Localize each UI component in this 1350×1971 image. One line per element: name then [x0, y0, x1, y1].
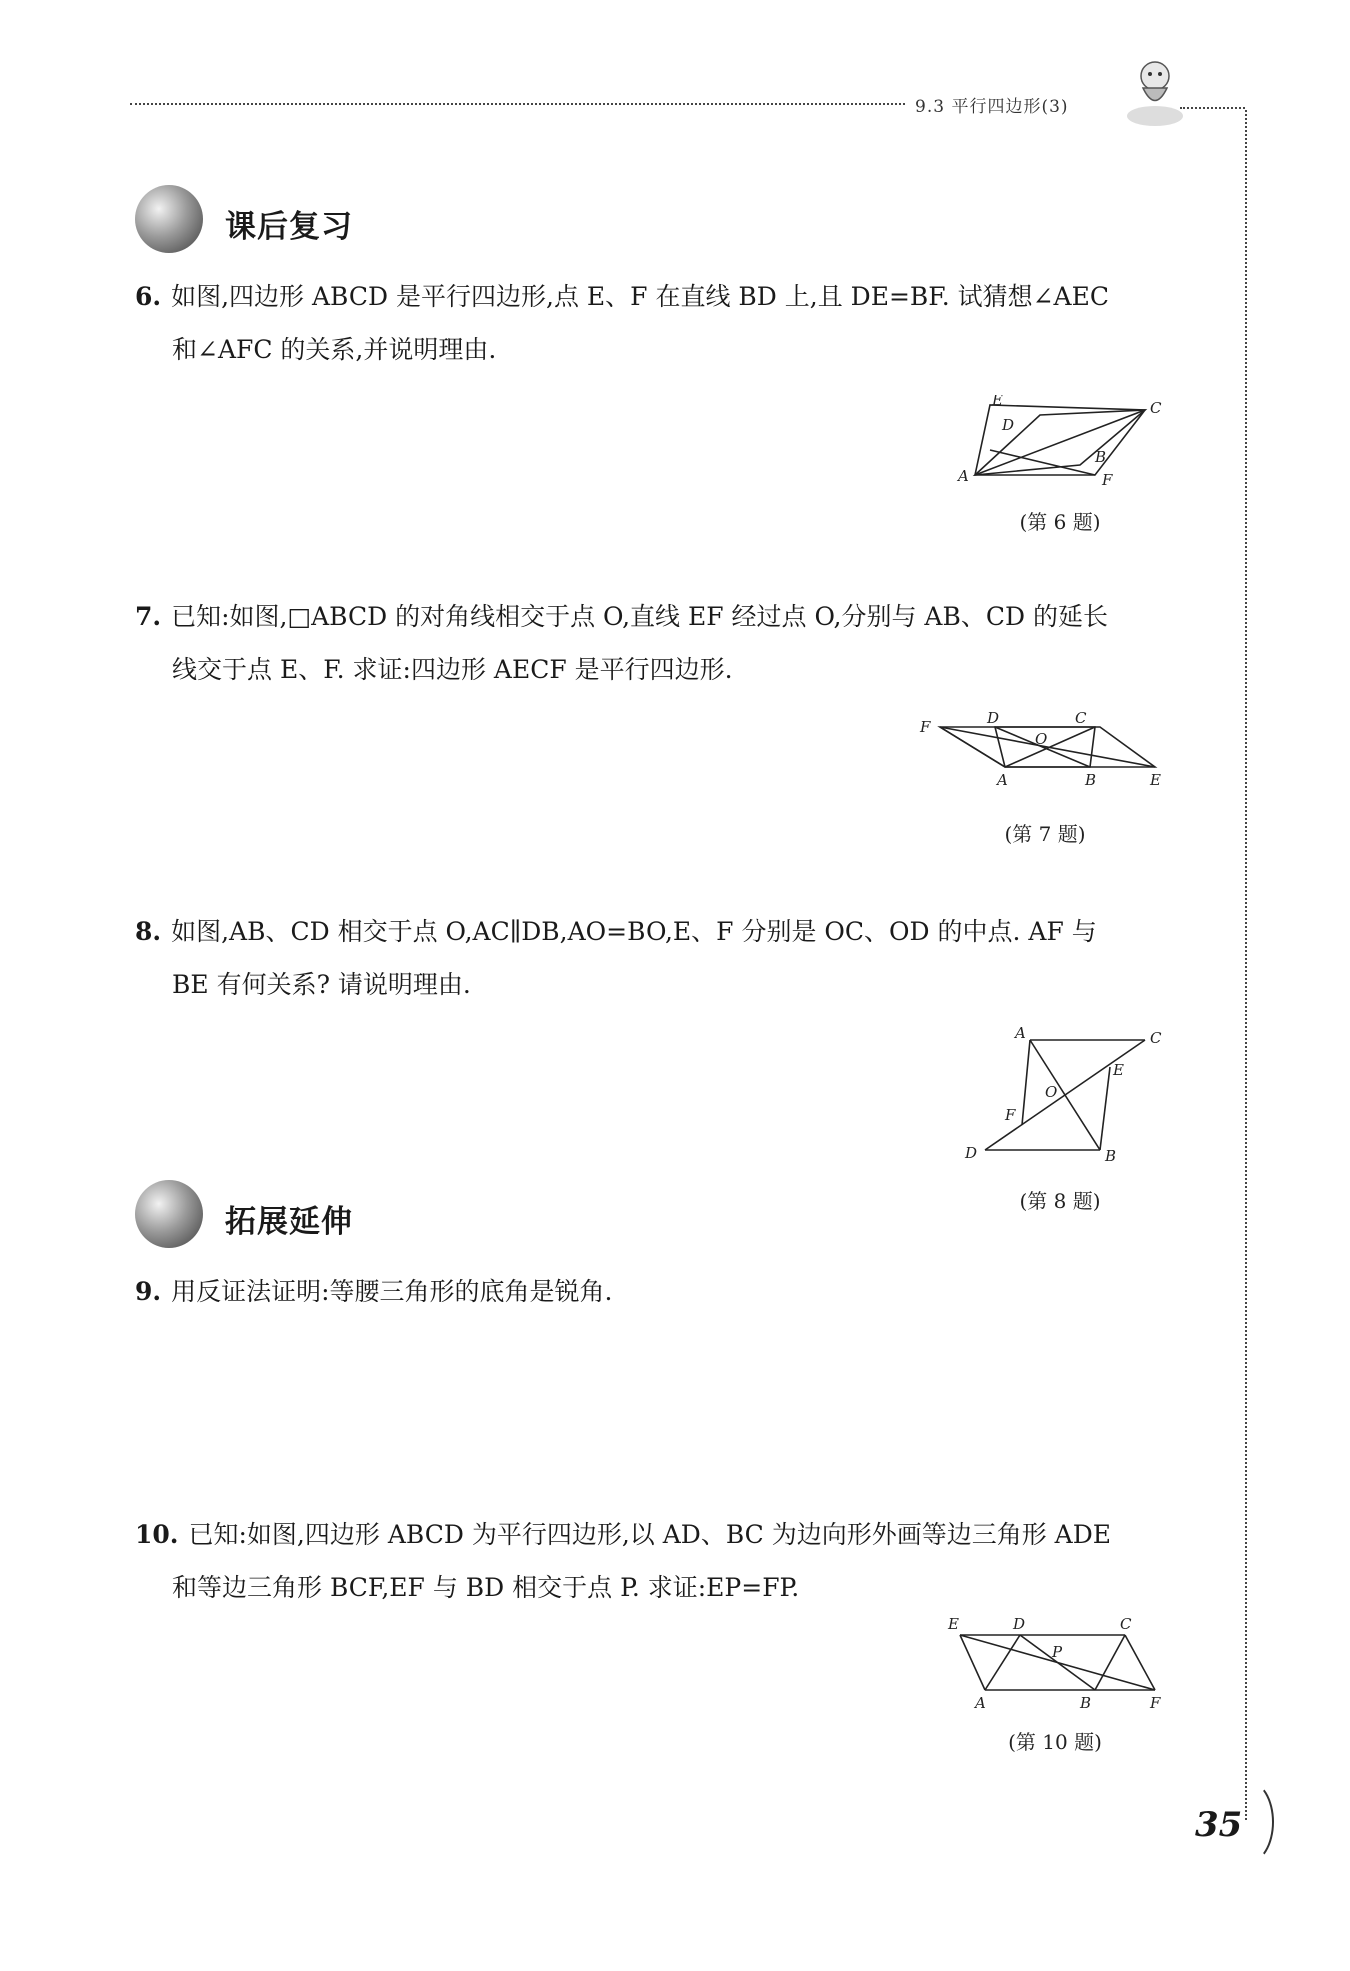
label-A: A [1015, 1025, 1026, 1042]
section-review-heading [135, 185, 435, 255]
label-O: O [1045, 1083, 1058, 1101]
label-P: P [1052, 1643, 1063, 1661]
figure-7 [915, 712, 1175, 792]
label-A: A [958, 467, 969, 485]
label-E: E [1150, 771, 1161, 789]
label-B: B [1095, 448, 1107, 466]
label-D: D [1002, 416, 1015, 434]
figure-6 [950, 395, 1170, 485]
sphere-icon [135, 1180, 203, 1248]
label-A: A [997, 771, 1008, 789]
label-O: O [1035, 730, 1048, 748]
problem-8 [135, 905, 1185, 1011]
problem-text-line2: BE 有何关系? 请说明理由. [172, 970, 471, 999]
problem-number: 10. [135, 1520, 179, 1549]
label-B: B [1105, 1147, 1117, 1165]
label-D: D [965, 1144, 978, 1162]
label-F: F [920, 718, 931, 736]
problem-7 [135, 590, 1185, 696]
problem-text-line1: 如图,四边形 ABCD 是平行四边形,点 E、F 在直线 BD 上,且 DE=BF. 试猜想∠AEC [171, 282, 1109, 311]
problem-number: 8. [135, 917, 162, 946]
problem-9 [135, 1265, 1185, 1318]
caption-7: (第 7 题) [1004, 822, 1086, 846]
problem-10 [135, 1508, 1185, 1614]
label-E: E [1113, 1061, 1124, 1079]
right-dotted-margin [1245, 110, 1247, 1820]
label-F: F [1005, 1106, 1016, 1124]
problem-text-line1: 如图,AB、CD 相交于点 O,AC∥DB,AO=BO,E、F 分别是 OC、OD 的中点. AF 与 [171, 917, 1097, 946]
section-title: 拓展延伸 [225, 1204, 353, 1240]
problem-6 [135, 270, 1185, 376]
header-dotted-rule [130, 103, 905, 105]
label-F: F [1150, 1694, 1161, 1712]
problem-text-line1: 用反证法证明:等腰三角形的底角是锐角. [171, 1277, 613, 1306]
figure-8 [960, 1025, 1170, 1165]
label-B: B [1080, 1694, 1092, 1712]
label-C: C [1075, 712, 1087, 727]
label-A: A [975, 1694, 986, 1712]
page-number: 35 [1195, 1805, 1243, 1845]
caption-6: (第 6 题) [1019, 510, 1101, 534]
label-C: C [1150, 1029, 1162, 1047]
mascot-illustration [1125, 58, 1185, 128]
header-section-label: 9.3 平行四边形(3) [915, 97, 1069, 117]
caption-8: (第 8 题) [1019, 1189, 1101, 1213]
problem-number: 7. [135, 602, 162, 631]
label-D: D [1013, 1615, 1026, 1633]
problem-text-line2: 线交于点 E、F. 求证:四边形 AECF 是平行四边形. [172, 655, 733, 684]
section-extension-heading [135, 1180, 435, 1250]
problem-number: 6. [135, 282, 162, 311]
label-E: E [948, 1615, 959, 1633]
section-title: 课后复习 [225, 209, 353, 245]
problem-text-line2: 和等边三角形 BCF,EF 与 BD 相交于点 P. 求证:EP=FP. [172, 1573, 800, 1602]
label-C: C [1120, 1615, 1132, 1633]
label-C: C [1150, 399, 1162, 417]
label-F: F [1102, 471, 1113, 485]
header-dotted-rule-right [1180, 107, 1245, 109]
problem-text-line2: 和∠AFC 的关系,并说明理由. [172, 335, 497, 364]
label-E: E [992, 395, 1003, 409]
label-D: D [987, 712, 1000, 727]
label-B: B [1085, 771, 1097, 789]
sphere-icon [135, 185, 203, 253]
problem-text-line1: 已知:如图,□ABCD 的对角线相交于点 O,直线 EF 经过点 O,分别与 AB、CD 的延长 [171, 602, 1108, 631]
figure-10 [940, 1615, 1170, 1715]
problem-text-line1: 已知:如图,四边形 ABCD 为平行四边形,以 AD、BC 为边向形外画等边三角形 ADE [188, 1520, 1112, 1549]
caption-10: (第 10 题) [1008, 1730, 1102, 1754]
problem-number: 9. [135, 1277, 162, 1306]
